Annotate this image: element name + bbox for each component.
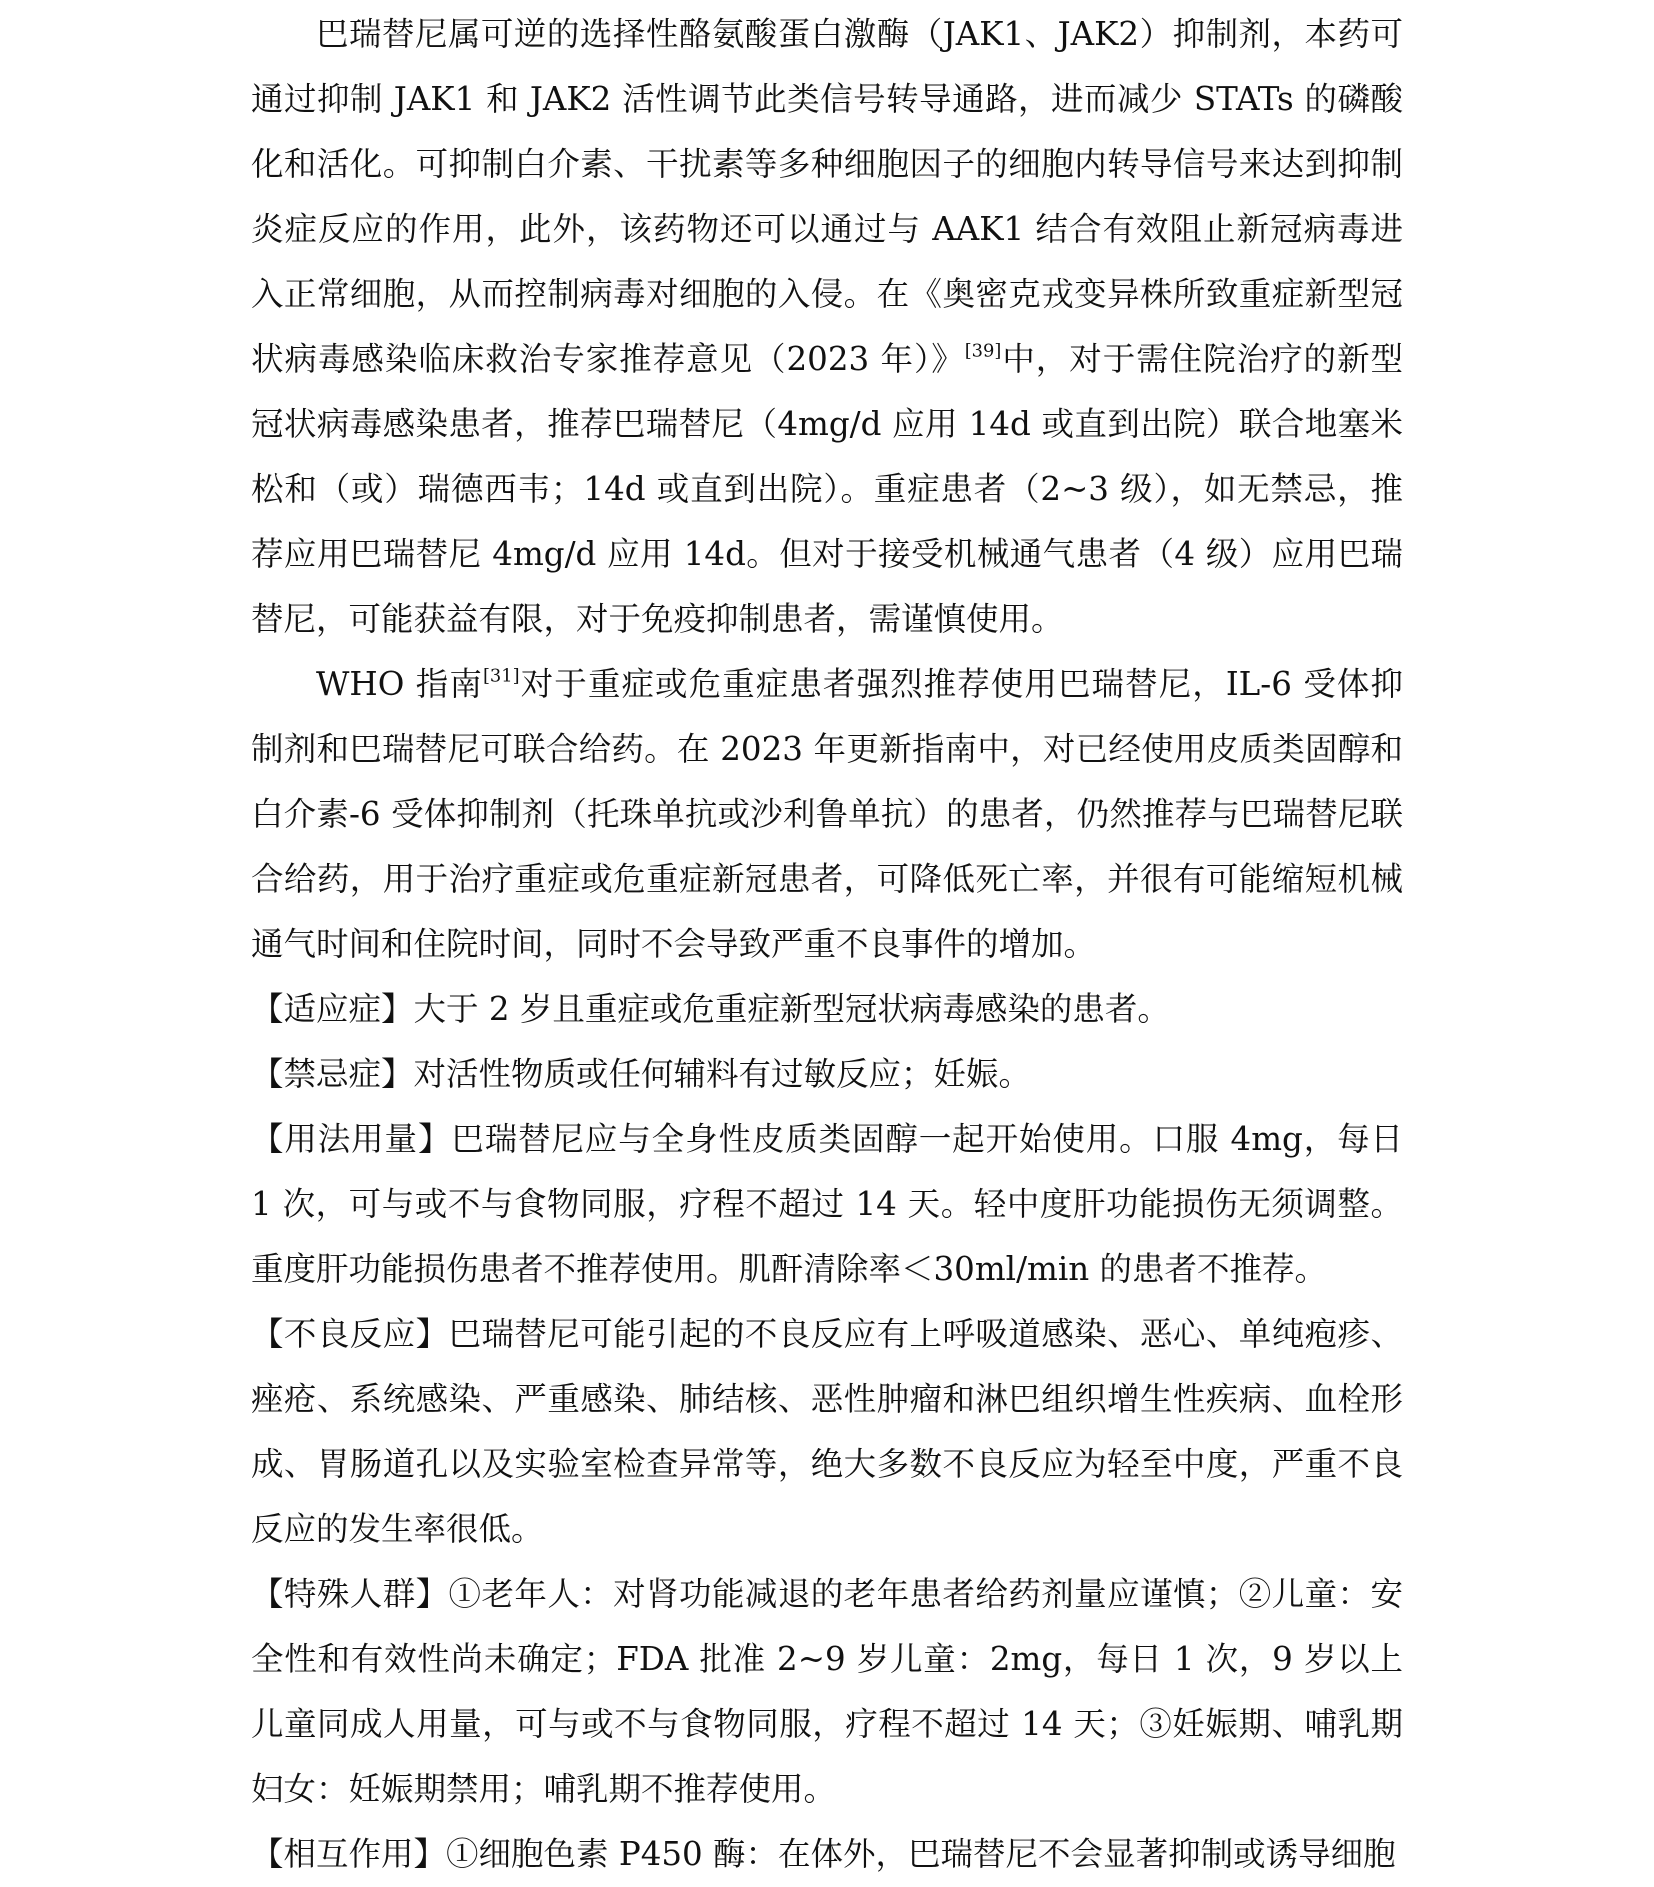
paragraph-text: 巴瑞替尼属可逆的选择性酪氨酸蛋白激酶（JAK1、JAK2）抑制剂，本药可通过抑制 JAK1 和 JAK2 活性调节此类信号转导通路，进而减少 STATs 的磷酸化和活化。可抑制白介素、干扰素等多种细胞因子的细胞内转导信号来达到抑制炎症反应的作用，此外，该药物还可以通过与 AAK1 结合有效阻止新冠病毒进入正常细胞，从而控制病毒对细胞的入侵。在《奥密克戎变异株所致重症新型冠状病毒感染临床救治专家推荐意见（2023 年）》 [251, 15, 1403, 378]
section-indications: 【适应症】大于 2 岁且重症或危重症新型冠状病毒感染的患者。 [251, 990, 1170, 1028]
paragraph-text: 中，对于需住院治疗的新型冠状病毒感染患者，推荐巴瑞替尼（4mg/d 应用 14d 或直到出院）联合地塞米松和（或）瑞德西韦；14d 或直到出院）。重症患者（2~3 级），如无禁忌，推荐应用巴瑞替尼 4mg/d 应用 14d。但对于接受机械通气患者（4 级）应用巴瑞替尼，可能获益有限，对于免疫抑制患者，需谨慎使用。 [251, 340, 1403, 638]
section-special-populations: 【特殊人群】①老年人：对肾功能减退的老年患者给药剂量应谨慎；②儿童：安全性和有效性尚未确定；FDA 批准 2~9 岁儿童：2mg，每日 1 次，9 岁以上儿童同成人用量，可与或不与食物同服，疗程不超过 14 天；③妊娠期、哺乳期妇女：妊娠期禁用；哺乳期不推荐使用。 [251, 1575, 1403, 1808]
citation-superscript: [31] [482, 665, 520, 687]
paragraph-mechanism [251, 2, 1403, 652]
section-adverse-reactions: 【不良反应】巴瑞替尼可能引起的不良反应有上呼吸道感染、恶心、单纯疱疹、痤疮、系统感染、严重感染、肺结核、恶性肿瘤和淋巴组织增生性疾病、血栓形成、胃肠道孔以及实验室检查异常等，绝大多数不良反应为轻至中度，严重不良反应的发生率很低。 [251, 1315, 1403, 1548]
section-dosage: 【用法用量】巴瑞替尼应与全身性皮质类固醇一起开始使用。口服 4mg，每日 1 次，可与或不与食物同服，疗程不超过 14 天。轻中度肝功能损伤无须调整。重度肝功能损伤患者不推荐使用。肌酐清除率＜30ml/min 的患者不推荐。 [251, 1120, 1403, 1288]
paragraph-who-guideline [251, 652, 1403, 977]
citation-superscript: [39] [964, 340, 1002, 362]
section-contraindications: 【禁忌症】对活性物质或任何辅料有过敏反应；妊娠。 [251, 1055, 1032, 1093]
document-body [251, 2, 1403, 1887]
paragraph-text: 对于重症或危重症患者强烈推荐使用巴瑞替尼，IL-6 受体抑制剂和巴瑞替尼可联合给药。在 2023 年更新指南中，对已经使用皮质类固醇和白介素-6 受体抑制剂（托珠单抗或沙利鲁单抗）的患者，仍然推荐与巴瑞替尼联合给药，用于治疗重症或危重症新冠患者，可降低死亡率，并很有可能缩短机械通气时间和住院时间，同时不会导致严重不良事件的增加。 [251, 665, 1403, 963]
section-interactions: 【相互作用】①细胞色素 P450 酶：在体外，巴瑞替尼不会显著抑制或诱导细胞 [251, 1835, 1396, 1873]
paragraph-text: WHO 指南 [316, 665, 483, 703]
